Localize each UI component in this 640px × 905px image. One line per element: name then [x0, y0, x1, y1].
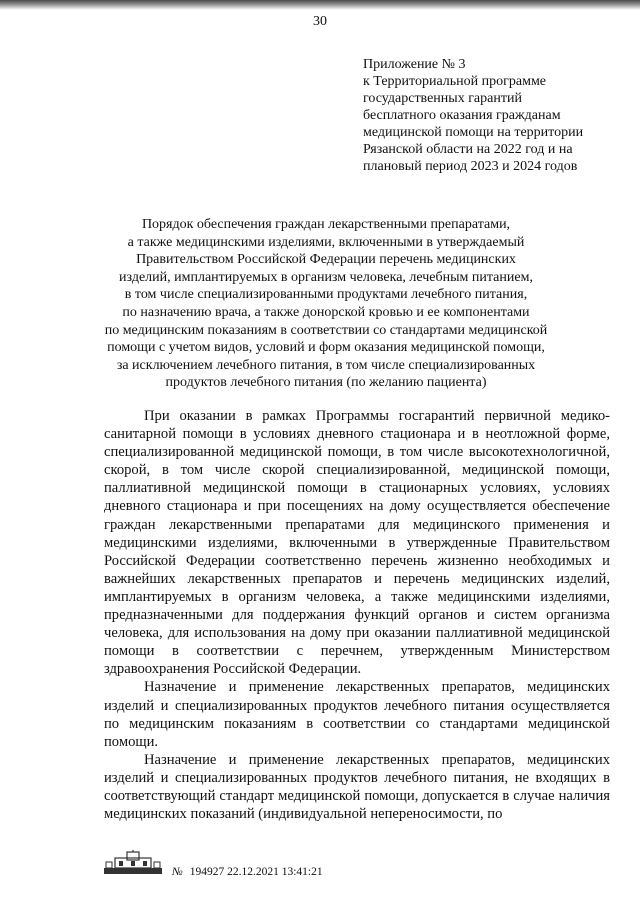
document-datetime: 22.12.2021 13:41:21 — [227, 866, 323, 878]
appendix-line: Приложение № 3 — [363, 57, 466, 72]
appendix-line: Рязанской области на 2022 год и на — [363, 142, 573, 157]
title-line: продуктов лечебного питания (по желанию пациента) — [165, 375, 487, 391]
title-line: помощи с учетом видов, условий и форм оказания медицинской помощи, — [107, 340, 545, 356]
title-line: по назначению врача, а также донорской кровью и ее компонентами — [122, 304, 530, 320]
document-stamp — [172, 866, 323, 878]
title-line: в том числе специализированными продуктами лечебного питания, — [124, 287, 528, 303]
emblem-stamp-icon — [101, 850, 165, 876]
title-line: по медицинским показаниям в соответствии со стандартами медицинской — [104, 322, 548, 338]
paragraph: Назначение и применение лекарственных препаратов, медицинских изделий и специализированных продуктов лечебного питания осуществляется по медицинским показаниям в соответствии со стандартами медицинской помощи. — [104, 679, 610, 750]
appendix-line: плановый период 2023 и 2024 годов — [363, 159, 578, 174]
title-line: за исключением лечебного питания, в том числе специализированных — [116, 357, 536, 373]
appendix-line: государственных гарантий — [363, 91, 522, 106]
title-line: изделий, имплантируемых в организм человека, лечебным питанием, — [119, 269, 533, 285]
document-title — [96, 216, 556, 392]
appendix-line: к Территориальной программе — [363, 74, 547, 89]
paragraph: Назначение и применение лекарственных препаратов, медицинских изделий и специализированных продуктов лечебного питания, не входящих в соответствующий стандарт медицинской помощи, допускается в случае наличия медицинских показаний (индивидуальной непереносимости, по — [104, 751, 610, 823]
title-line: Порядок обеспечения граждан лекарственными препаратами, — [141, 217, 511, 232]
paragraph: При оказании в рамках Программы госгарантий первичной медико-санитарной помощи в условиях дневного стационара и в неотложной форме, специализированной медицинской помощи, в том числе высокотехнологичной, скорой, в том числе скорой специализированной, медицинской помощи, паллиативной медицинской помощи в стационарных условиях, условиях дневного стационара и при посещениях на дому осуществляется обеспечение граждан лекарственными препаратами для медицинского применения и медицинскими изделиями, включенными в утвержденные Правительством Российской Федерации соответственно перечень жизненно необходимых и важнейших лекарственных препаратов и перечень медицинских изделий, имплантируемых в организм человека, а также медицинскими изделиями, предназначенными для поддержания функций органов и систем организма человека, для использования на дому при оказании паллиативной медицинской помощи в соответствии с перечнем, утвержденным Министерством здравоохранения Российской Федерации. — [104, 408, 610, 678]
number-mark: № — [172, 866, 183, 878]
page-number: 30 — [313, 14, 327, 29]
appendix-header — [363, 56, 633, 175]
document-number: 194927 — [189, 866, 225, 878]
scan-edge — [0, 0, 640, 10]
title-line: а также медицинскими изделиями, включенными в утверждаемый — [127, 234, 525, 250]
body-text — [104, 407, 610, 823]
appendix-line: медицинской помощи на территории — [363, 125, 584, 140]
appendix-line: бесплатного оказания гражданам — [363, 108, 561, 123]
footer — [0, 848, 640, 888]
title-line: Правительством Российской Федерации перечень медицинских — [136, 252, 516, 268]
